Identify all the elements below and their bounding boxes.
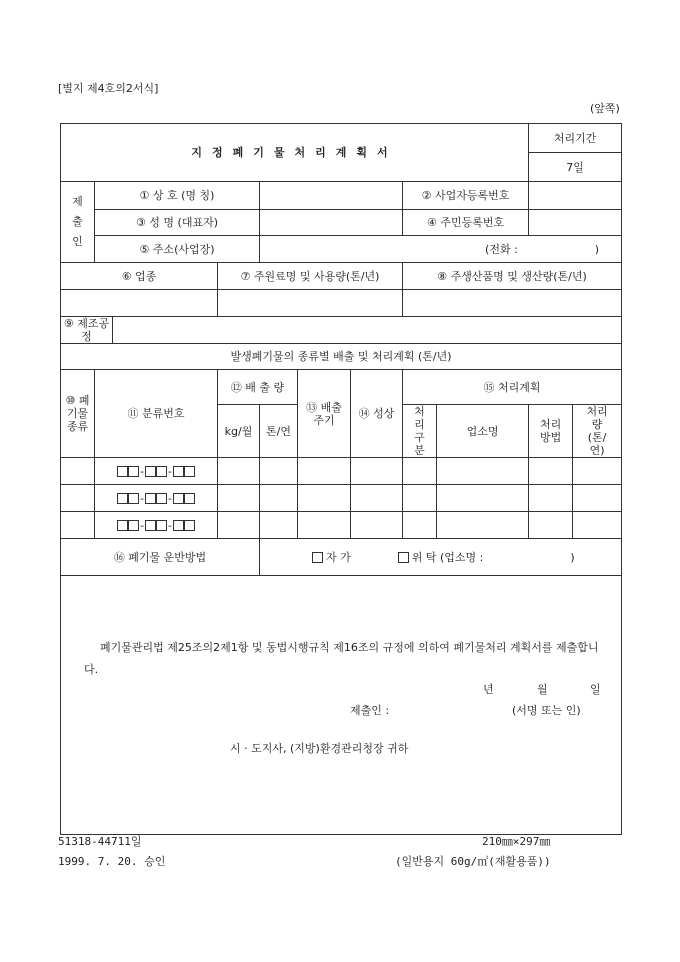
process-label: ⑨ 제조공정 [61, 317, 113, 344]
consign-checkbox[interactable] [398, 552, 409, 563]
industry-field[interactable] [61, 290, 218, 317]
business-name-field[interactable] [260, 182, 403, 210]
consign-label: 위 탁 (업소명 : [411, 550, 484, 564]
cycle-cell[interactable] [298, 485, 351, 512]
method-cell[interactable] [529, 458, 573, 485]
plan-header: ⑮ 처리계획 [403, 370, 622, 405]
waste-type-cell[interactable] [61, 512, 95, 539]
amount-cell[interactable] [573, 485, 622, 512]
property-cell[interactable] [351, 512, 403, 539]
business-reg-label: ② 사업자등록번호 [403, 182, 529, 210]
raw-material-label: ⑦ 주원료명 및 사용량(톤/년) [218, 263, 403, 290]
kg-month-cell[interactable] [218, 458, 260, 485]
company-cell[interactable] [437, 458, 529, 485]
table-row [61, 485, 622, 512]
submitter-section-label: 제 출 인 [61, 182, 95, 263]
amount-cell[interactable] [573, 512, 622, 539]
main-product-label: ⑧ 주생산품명 및 생산량(톤/년) [403, 263, 622, 290]
property-header: ⑭ 성상 [351, 370, 403, 458]
kg-month-cell[interactable] [218, 485, 260, 512]
processing-period-label: 처리기간 [529, 124, 622, 153]
cycle-header: ⑬ 배출주기 [298, 370, 351, 458]
page-side-label: (앞쪽) [590, 102, 620, 115]
property-cell[interactable] [351, 458, 403, 485]
emission-header: ⑫ 배 출 량 [218, 370, 298, 405]
phone-close: ) [594, 242, 600, 256]
plan-type-cell[interactable] [403, 458, 437, 485]
kg-month-cell[interactable] [218, 512, 260, 539]
waste-type-header: ⑩ 폐기물종류 [61, 370, 95, 458]
self-transport-checkbox[interactable] [312, 552, 323, 563]
process-field[interactable] [113, 317, 622, 344]
form-number-tag: [별지 제4호의2서식] [58, 82, 159, 95]
unit-month-header: kg/월 [218, 405, 260, 458]
waste-type-cell[interactable] [61, 485, 95, 512]
ton-year-cell[interactable] [260, 512, 298, 539]
name-field[interactable] [260, 210, 403, 236]
class-no-cell[interactable]: - - [95, 512, 218, 539]
plan-type-header: 처리구분 [403, 405, 437, 458]
declaration-text: 폐기물관리법 제25조의2제1항 및 동법시행규칙 제16조의 규정에 의하여 폐기물처리 계획서를 제출합니다. [84, 641, 599, 676]
amount-header: 처리량(톤/연) [573, 405, 622, 458]
property-cell[interactable] [351, 485, 403, 512]
method-header: 처리방법 [529, 405, 573, 458]
class-no-cell[interactable]: - - [95, 485, 218, 512]
waste-type-cell[interactable] [61, 458, 95, 485]
table-row [61, 458, 622, 485]
year-label: 년 [483, 683, 494, 696]
resident-reg-label: ④ 주민등록번호 [403, 210, 529, 236]
plan-type-cell[interactable] [403, 485, 437, 512]
sign-or-seal-label: (서명 또는 인) [512, 704, 581, 717]
amount-cell[interactable] [573, 458, 622, 485]
cycle-cell[interactable] [298, 512, 351, 539]
name-label: ③ 성 명 (대표자) [95, 210, 260, 236]
resident-reg-field[interactable] [529, 210, 622, 236]
industry-label: ⑥ 업종 [61, 263, 218, 290]
raw-material-field[interactable] [218, 290, 403, 317]
business-name-label: ① 상 호 (명 칭) [95, 182, 260, 210]
ton-year-cell[interactable] [260, 485, 298, 512]
paper-spec: (일반용지 60g/㎡(재활용품)) [395, 855, 551, 868]
class-no-cell[interactable]: - - [95, 458, 218, 485]
business-reg-field[interactable] [529, 182, 622, 210]
self-transport-label: 자 가 [326, 550, 351, 564]
company-cell[interactable] [437, 485, 529, 512]
cycle-cell[interactable] [298, 458, 351, 485]
approval-date: 1999. 7. 20. 승인 [58, 855, 166, 868]
address-field[interactable] [260, 236, 622, 263]
class-no-header: ⑪ 분류번호 [95, 370, 218, 458]
method-cell[interactable] [529, 485, 573, 512]
consign-close: ) [570, 550, 575, 564]
day-label: 일 [590, 683, 601, 696]
submitter-sign-label: 제출인 : [350, 704, 390, 717]
waste-plan-heading: 발생폐기물의 종류별 배출 및 처리계획 (톤/년) [61, 344, 622, 370]
company-cell[interactable] [437, 512, 529, 539]
phone-label: (전화 : [485, 242, 518, 256]
form-title: 지정폐기물처리계획서 [61, 124, 529, 182]
document-number: 51318-44711일 [58, 835, 142, 848]
unit-year-header: 톤/연 [260, 405, 298, 458]
addressee: 시 · 도지사, (지방)환경관리청장 귀하 [230, 742, 409, 755]
plan-type-cell[interactable] [403, 512, 437, 539]
ton-year-cell[interactable] [260, 458, 298, 485]
plan-form-table [60, 123, 622, 835]
address-label: ⑤ 주소(사업장) [95, 236, 260, 263]
company-header: 업소명 [437, 405, 529, 458]
processing-period-value: 7일 [529, 153, 622, 182]
month-label: 월 [537, 683, 548, 696]
method-cell[interactable] [529, 512, 573, 539]
table-row [61, 512, 622, 539]
paper-size: 210㎜×297㎜ [482, 835, 551, 848]
transport-label: ⑯ 폐기물 운반방법 [61, 539, 260, 576]
main-product-field[interactable] [403, 290, 622, 317]
